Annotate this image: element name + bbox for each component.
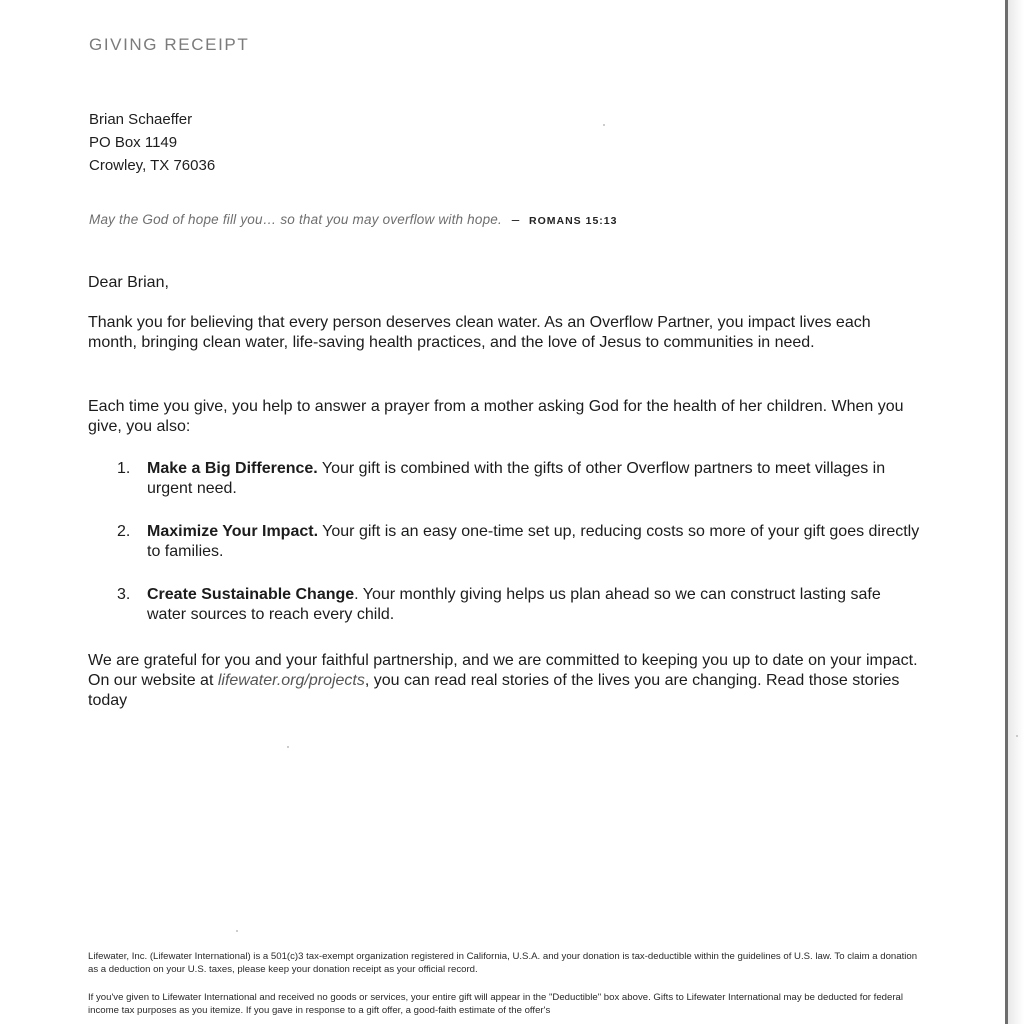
letter-closing-paragraph: [88, 651, 923, 711]
list-item-title: Maximize Your Impact.: [147, 523, 319, 540]
receipt-title: GIVING RECEIPT: [89, 35, 250, 54]
recipient-name: Brian Schaeffer: [89, 111, 193, 128]
recipient-address: [89, 108, 215, 177]
list-item-title: Create Sustainable Change: [147, 586, 355, 603]
list-item-number: 3.: [117, 586, 131, 603]
verse-dash: –: [511, 212, 520, 227]
list-item-number: 2.: [117, 523, 131, 540]
scan-speck: [236, 930, 238, 932]
verse-quote: May the God of hope fill you… so that you may overflow with hope.: [89, 212, 502, 227]
letter-salutation: Dear Brian,: [88, 274, 169, 291]
scripture-verse: [89, 212, 617, 227]
tax-disclaimer-2: If you've given to Lifewater International and received no goods or services, your entire gift will appear in the "Deductible" box above. Gifts to Lifewater International may be deducted for federal income tax purposes as you itemize. If you gave in response to a gift offer, a good-faith estimate of the offer's: [88, 992, 903, 1016]
closing-text-end: , you can read real stories of the lives you are changing. Read those stories today: [88, 672, 900, 709]
list-item: [88, 585, 923, 625]
letter-paragraph-2: Each time you give, you help to answer a prayer from a mother asking God for the health of her children. When you give, you also:: [88, 398, 904, 435]
recipient-address-line2: Crowley, TX 76036: [89, 157, 216, 174]
page-edge-shadow: [1008, 0, 1024, 1024]
list-item-text: . Your monthly giving helps us plan ahead so we can construct lasting safe water sources to reach every child.: [147, 586, 881, 623]
scan-speck: [603, 124, 605, 126]
closing-text-start: We are grateful for you and your faithful partnership, and we are committed to keeping you up to date on your impact. On our website at: [88, 652, 918, 689]
list-item-title: Make a Big Difference.: [147, 460, 318, 477]
letter-paragraph-1: Thank you for believing that every person deserves clean water. As an Overflow Partner, you impact lives each month, bringing clean water, life-saving health practices, and the love of Jesus to communities in need.: [88, 314, 871, 351]
list-item-number: 1.: [117, 460, 131, 477]
scan-speck: [1016, 735, 1018, 737]
verse-reference: ROMANS 15:13: [529, 215, 618, 227]
projects-link[interactable]: lifewater.org/projects: [217, 672, 365, 689]
list-item: [88, 522, 923, 562]
scan-speck: [287, 746, 289, 748]
recipient-address-line1: PO Box 1149: [89, 134, 178, 151]
list-item-text: Your gift is an easy one-time set up, reducing costs so more of your gift goes directly to families.: [147, 523, 920, 560]
list-item: [88, 459, 923, 499]
tax-disclaimer-1: Lifewater, Inc. (Lifewater International) is a 501(c)3 tax-exempt organization registered in California, U.S.A. and your donation is tax-deductible within the guidelines of U.S. law. To claim a donation as a deduction on your U.S. taxes, please keep your donation receipt as your official record.: [88, 951, 918, 975]
list-item-text: Your gift is combined with the gifts of other Overflow partners to meet villages in urgent need.: [147, 460, 886, 497]
benefits-list: [88, 459, 923, 648]
